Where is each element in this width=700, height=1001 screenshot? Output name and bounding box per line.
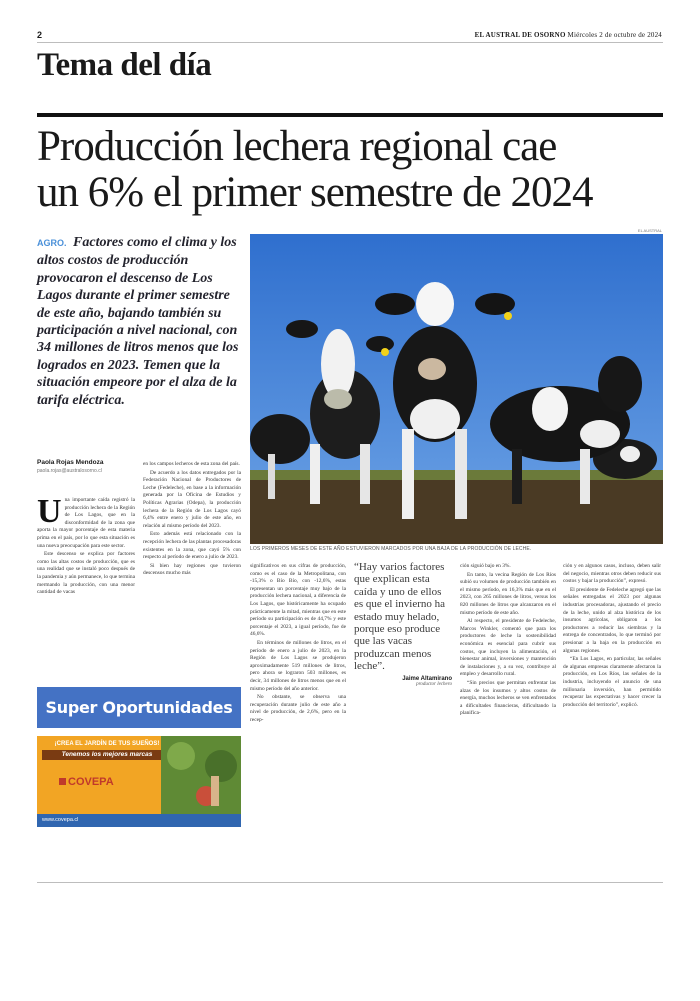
paragraph: El presidente de Fedeleche agregó que las señales entregadas el 2023 por algunas industrias procesadoras, ajustando el precio de la leche, unido al alza histórica de los insumos agrícolas, obligaron a los productores a reducir las siembras y la entrega de concentrados, lo que terminó por presionar a la baja en la producción en algunas regiones.: [563, 586, 661, 654]
ad-section-title: Super Oportunidades: [37, 687, 241, 728]
article-column-3: [250, 563, 346, 725]
pull-quote-name: Jaime Altamirano: [402, 675, 452, 682]
paragraph: En tanto, la vecina Región de Los Ríos subió su volumen de producción también en el mismo período, en 16,3% más que en el 2023, con 265 millones de litros, versus los 820 millones de litros que alcanzaron en el mismo período de este año.: [460, 571, 556, 616]
pull-quote: [354, 561, 452, 687]
paragraph: No obstante, se observa una recuperación durante julio de este año a nivel de producción, de 2,6%, pero en la recep-: [250, 694, 346, 723]
ad-logo: [59, 776, 114, 788]
issue-date: Miércoles 2 de octubre de 2024: [567, 31, 662, 39]
drop-cap: U: [37, 493, 62, 530]
pull-quote-role: productor lechero: [416, 681, 452, 687]
headline-line-2: un 6% el primer semestre de 2024: [37, 169, 593, 216]
photo-caption: LOS PRIMEROS MESES DE ESTE AÑO ESTUVIERON MARCADOS POR UNA BAJA DE LA PRODUCCIÓN DE LECHE.: [250, 546, 532, 552]
paragraph: ción siguió bajo en 3%.: [460, 563, 511, 569]
ad-brand: COVEPA: [68, 776, 114, 788]
headline-line-1: Producción lechera regional cae: [37, 123, 557, 170]
paragraph: en los campos lecheros de esta zona del país.: [143, 461, 240, 467]
paragraph: na importante caída registró la producción lechera de la Región de Los Lagos, que en la disconformidad de la zona que aporta la mayor porcentaje de esta materia prima en el país, por lo que esta situación es una nueva preocupación para este sector.: [37, 497, 135, 549]
paragraph: ción y en algunos casos, incluso, deben salir del negocio, mientras otros deben reducir sus costos y bajar la producción”, expresó.: [563, 563, 661, 585]
page-number: 2: [37, 30, 43, 40]
article-column-1: [37, 493, 135, 598]
author-name: Paola Rojas Mendoza: [37, 459, 104, 466]
garden-illustration: [161, 736, 241, 814]
ad-url: www.covepa.cl: [42, 817, 79, 823]
paragraph: “Sin precios que permitan enfrentar las alzas de los insumos y altos costos de energía, muchos lecheros se ven enfrentados a dificultades financieras, dificultando la planifica-: [460, 679, 556, 717]
author-email: paola.rojas@australosorno.cl: [37, 468, 102, 474]
article-column-2: [143, 461, 241, 579]
paragraph: significativos en sus cifras de producción, como es el caso de la Metropolitana, con -15,3% o Bío Bío, con -12,6%, estas representan un porcentaje muy bajo de la producción lechera nacional, a diferencia de Los Lagos, que históricamente ha ocupado prácticamente la mitad, mientras que en este período su participación es de 44,7% y este porcentaje el 2023, a igual período, fue de 46,6%.: [250, 563, 346, 638]
paragraph: Al respecto, el presidente de Fedeleche, Marcos Winkler, comentó que para los productores de leche la sostenibilidad económica es esencial para cubrir sus costos, que incluyen la alimentación, el bienestar animal, inversiones y mantención de instalaciones y, a su vez, contribuye al empleo y desarrollo rural.: [460, 618, 556, 678]
article-column-5: [460, 563, 556, 719]
cows-illustration: [250, 234, 663, 544]
ad-tagline: Tenemos los mejores marcas: [42, 750, 172, 760]
lead-paragraph: [37, 234, 242, 409]
ad-slogan: ¡CREA EL JARDÍN DE TUS SUEÑOS!: [54, 741, 160, 747]
lead-tag: AGRO.: [37, 238, 67, 248]
ad-garden-photo: [161, 736, 241, 814]
footer-rule: [37, 882, 663, 883]
paragraph: Si bien hay regiones que tuvieron descensos mucho más: [143, 562, 241, 577]
headline: [37, 124, 677, 216]
article-column-6: [563, 563, 661, 710]
photo-credit: EL AUSTRAL: [637, 228, 662, 233]
newspaper-name: EL AUSTRAL DE OSORNO: [474, 31, 566, 39]
paragraph: Este descenso se explica por factores como las altas costos de producción, que es una realidad que se instaló poco después de la pandemia y aún permanece, lo que termina mermando la producción, con una menor cantidad de vacas: [37, 551, 135, 596]
paragraph: En términos de millones de litros, en el período de enero a julio de 2023, en la Región de Los Lagos se produjeron aproximadamente 519 millones de litros, pero ahora se lograron 503 millones, es decir, 34 millones de litros menos que en el mismo período del año anterior.: [250, 639, 346, 692]
section-rule: [37, 113, 663, 117]
cows-photo: [250, 234, 663, 544]
header-rule: [37, 42, 663, 43]
ad-footer-bar: [37, 814, 241, 827]
pull-quote-text: “Hay varios factores que explican esta caída y uno de ellos es que el invierno ha estado muy helado, porque eso produce que las vacas produzcan menos leche”.: [354, 561, 446, 673]
logo-icon: [59, 778, 66, 785]
section-title: Tema del día: [37, 47, 212, 83]
covepa-ad[interactable]: [37, 736, 241, 827]
paragraph: Esto además está relacionado con la recepción lechera de las plantas procesadoras existentes en la zona, que cayó 5% con respecto al período de enero a julio de 2023.: [143, 531, 241, 561]
masthead: [475, 31, 662, 39]
paragraph: “En Los Lagos, en particular, las señales de algunas empresas claramente afectaron la producción, en Los Ríos, las señales de la industria, incluyendo el anuncio de una millonaria inversión, han permitido recuperar las expectativas y hacer crecer la producción del territorio”, explicó.: [563, 656, 661, 708]
paragraph: De acuerdo a los datos entregados por la Federación Nacional de Productores de Leche (Fedeleche), en base a la información generada por la Oficina de Estudios y Políticas Agrarias (Odepa), la producción lechera de la Región de Los Lagos cayó 6,4% entre enero y julio de este año, en relación al mismo período del 2023.: [143, 469, 241, 529]
lead-text: Factores como el clima y los altos costos de producción provocaron el descenso de Los Lagos durante el primer semestre de este año, bajando también su participación a nivel nacional, con 34 millones de litros menos que los logrados en 2023. Temen que la situación empeore por el alza de la tarifa eléctrica.: [37, 235, 239, 408]
